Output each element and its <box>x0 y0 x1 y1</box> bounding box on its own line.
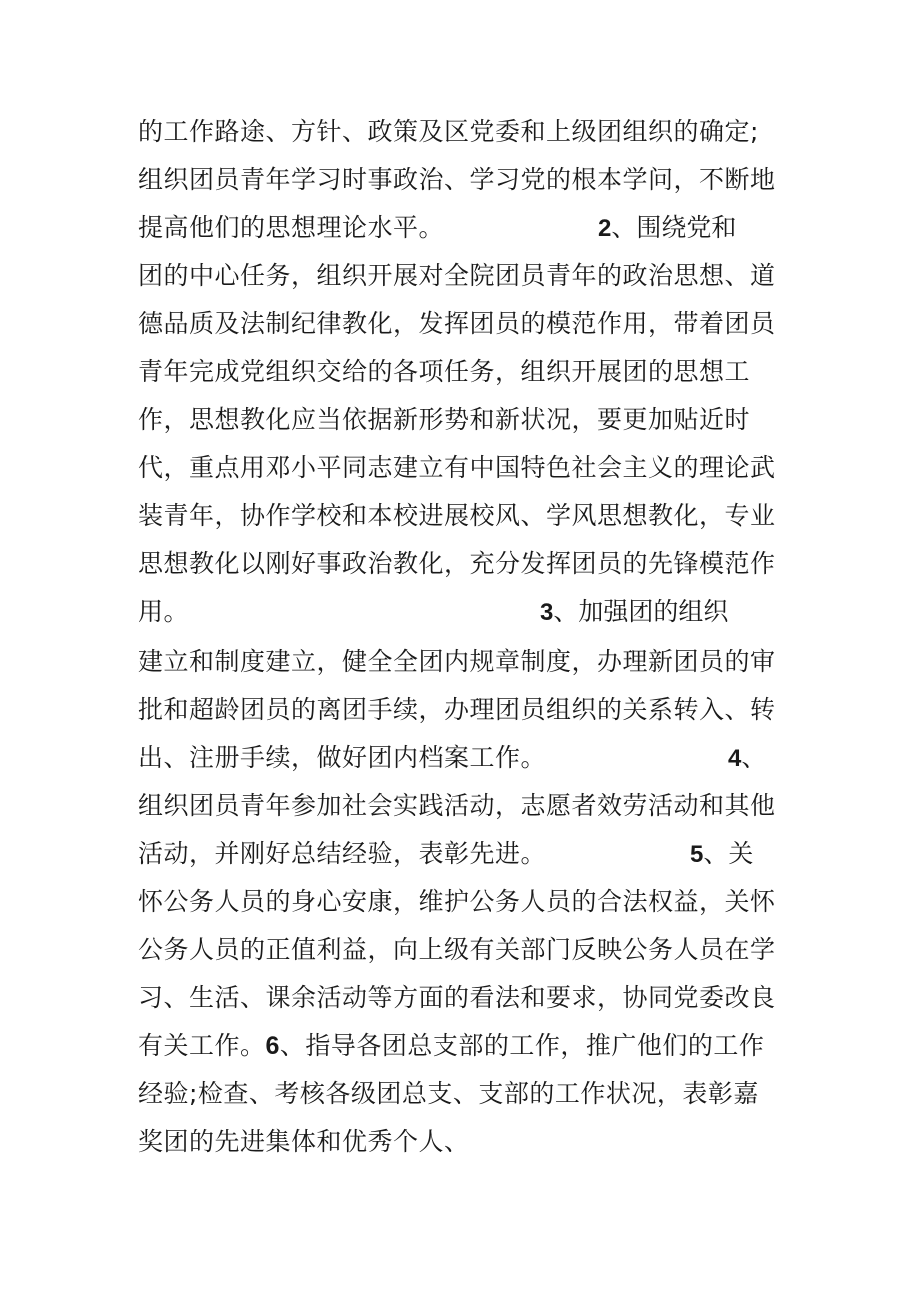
text-line: 代，重点用邓小平同志建立有中国特色社会主义的理论武 <box>138 453 776 482</box>
text-fragment: 有关工作。 <box>138 1031 266 1060</box>
item-marker-4 <box>728 742 766 774</box>
text-line: 青年完成党组织交给的各项任务，组织开展团的思想工 <box>138 357 751 386</box>
item-marker-2 <box>598 212 736 244</box>
item-heading: 、加强团的组织 <box>553 597 729 626</box>
item-number: 3 <box>540 599 554 626</box>
item-number: 6 <box>265 1032 280 1060</box>
item-marker-5 <box>690 838 753 870</box>
text-line: 德品质及法制纪律教化，发挥团员的模范作用，带着团员 <box>138 309 776 338</box>
item-number: 2 <box>598 215 612 242</box>
text-line-with-item-6 <box>138 1030 764 1062</box>
item-marker-3 <box>540 596 728 628</box>
item-heading: 、 <box>741 743 767 772</box>
text-line: 组织团员青年学习时事政治、学习党的根本学问，不断地 <box>138 165 776 194</box>
text-line: 奖团的先进集体和优秀个人、 <box>138 1127 470 1156</box>
text-line: 习、生活、课余活动等方面的看法和要求，协同党委改良 <box>138 983 776 1012</box>
item-number: 5 <box>690 841 704 868</box>
text-line: 组织团员青年参加社会实践活动，志愿者效劳活动和其他 <box>138 791 776 820</box>
text-line: 提高他们的思想理论水平。 <box>138 213 445 242</box>
text-fragment: 、指导各团总支部的工作，推广他们的工作 <box>279 1031 765 1060</box>
item-heading: 、围绕党和 <box>611 213 737 242</box>
item-number: 4 <box>728 745 742 772</box>
text-line: 团的中心任务，组织开展对全院团员青年的政治思想、道 <box>138 261 776 290</box>
text-line: 装青年，协作学校和本校进展校风、学风思想教化，专业 <box>138 501 776 530</box>
text-line: 的工作路途、方针、政策及区党委和上级团组织的确定; <box>138 117 759 146</box>
item-heading: 、关 <box>703 839 754 868</box>
text-line: 出、注册手续，做好团内档案工作。 <box>138 743 547 772</box>
text-line: 经验;检查、考核各级团总支、支部的工作状况，表彰嘉 <box>138 1079 759 1108</box>
text-line: 建立和制度建立，健全全团内规章制度，办理新团员的审 <box>138 647 776 676</box>
text-line: 作，思想教化应当依据新形势和新状况，要更加贴近时 <box>138 405 751 434</box>
text-line: 批和超龄团员的离团手续，办理团员组织的关系转入、转 <box>138 695 776 724</box>
text-line: 公务人员的正值利益，向上级有关部门反映公务人员在学 <box>138 935 776 964</box>
text-line: 怀公务人员的身心安康，维护公务人员的合法权益，关怀 <box>138 887 776 916</box>
text-line: 用。 <box>138 597 190 626</box>
text-line: 活动，并刚好总结经验，表彰先进。 <box>138 839 547 868</box>
text-line: 思想教化以刚好事政治教化，充分发挥团员的先锋模范作 <box>138 549 776 578</box>
